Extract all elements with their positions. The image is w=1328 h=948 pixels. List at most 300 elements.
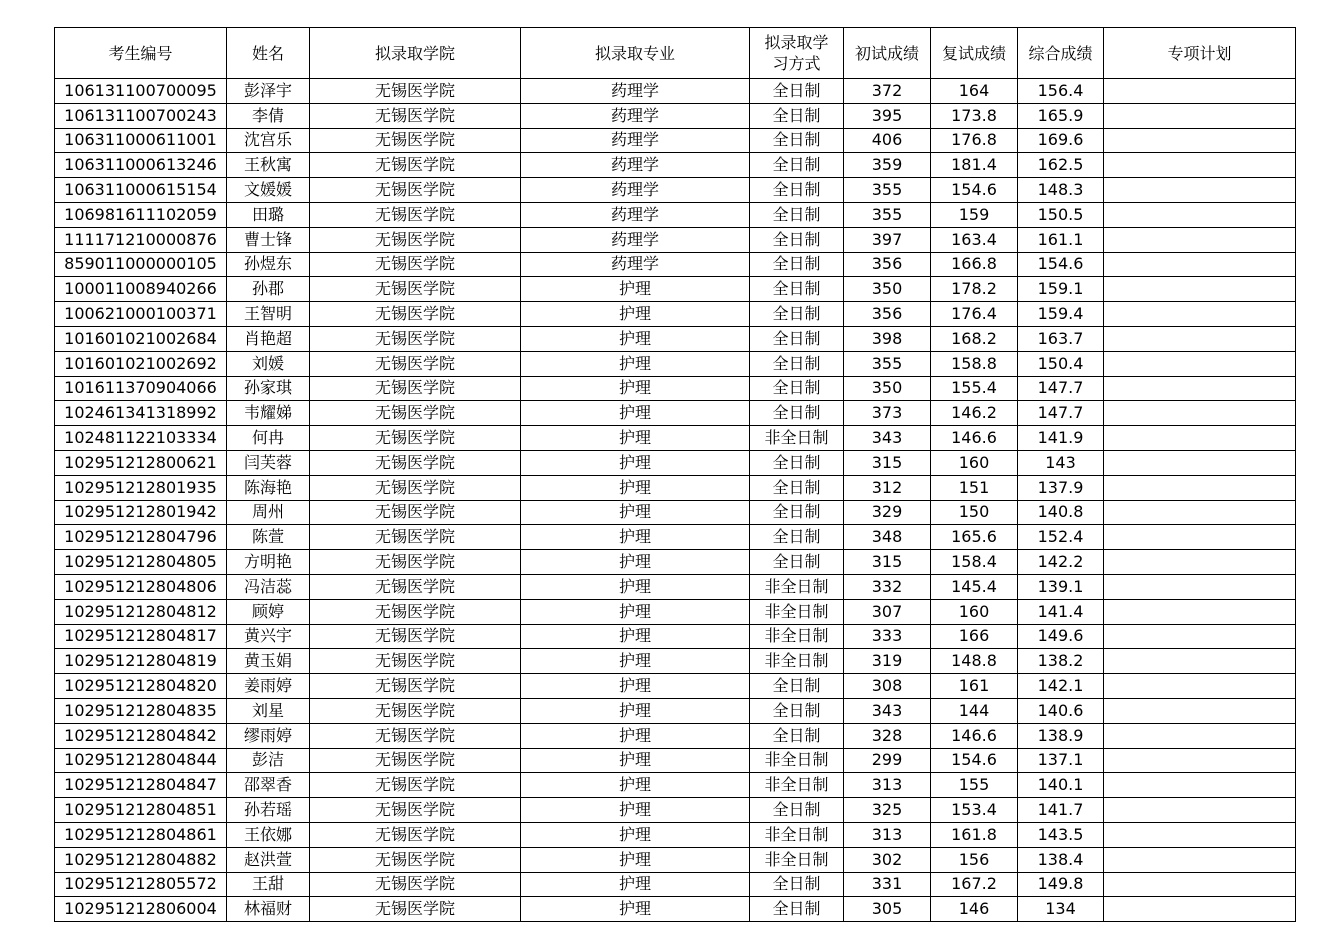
cell-special-plan xyxy=(1104,624,1296,649)
cell-major: 护理 xyxy=(521,649,750,674)
cell-major: 护理 xyxy=(521,872,750,897)
header-special-plan: 专项计划 xyxy=(1104,28,1296,79)
cell-retest-score: 144 xyxy=(931,698,1018,723)
header-major: 拟录取专业 xyxy=(521,28,750,79)
cell-initial-score: 315 xyxy=(844,550,931,575)
table-row xyxy=(55,103,1296,128)
cell-college: 无锡医学院 xyxy=(310,897,521,922)
cell-initial-score: 312 xyxy=(844,475,931,500)
cell-major: 护理 xyxy=(521,574,750,599)
cell-initial-score: 307 xyxy=(844,599,931,624)
header-row xyxy=(55,28,1296,79)
table-row xyxy=(55,326,1296,351)
cell-retest-score: 160 xyxy=(931,599,1018,624)
cell-college: 无锡医学院 xyxy=(310,723,521,748)
cell-college: 无锡医学院 xyxy=(310,475,521,500)
cell-exam-id: 102951212804844 xyxy=(55,748,227,773)
cell-overall-score: 159.4 xyxy=(1018,302,1104,327)
cell-major: 护理 xyxy=(521,798,750,823)
cell-major: 护理 xyxy=(521,599,750,624)
cell-college: 无锡医学院 xyxy=(310,401,521,426)
cell-initial-score: 308 xyxy=(844,674,931,699)
cell-overall-score: 156.4 xyxy=(1018,79,1104,104)
table-row xyxy=(55,872,1296,897)
cell-name: 肖艳超 xyxy=(227,326,310,351)
cell-overall-score: 143 xyxy=(1018,450,1104,475)
cell-initial-score: 395 xyxy=(844,103,931,128)
table-row xyxy=(55,624,1296,649)
admission-table xyxy=(54,27,1296,922)
cell-special-plan xyxy=(1104,277,1296,302)
cell-name: 林福财 xyxy=(227,897,310,922)
cell-overall-score: 138.9 xyxy=(1018,723,1104,748)
cell-special-plan xyxy=(1104,351,1296,376)
cell-college: 无锡医学院 xyxy=(310,599,521,624)
cell-exam-id: 102951212804805 xyxy=(55,550,227,575)
cell-study-mode: 非全日制 xyxy=(750,773,844,798)
cell-exam-id: 102951212801942 xyxy=(55,500,227,525)
cell-initial-score: 305 xyxy=(844,897,931,922)
table-row xyxy=(55,525,1296,550)
cell-retest-score: 150 xyxy=(931,500,1018,525)
cell-college: 无锡医学院 xyxy=(310,178,521,203)
cell-retest-score: 159 xyxy=(931,202,1018,227)
table-body xyxy=(55,79,1296,922)
cell-overall-score: 150.5 xyxy=(1018,202,1104,227)
cell-overall-score: 137.1 xyxy=(1018,748,1104,773)
cell-exam-id: 102951212804882 xyxy=(55,847,227,872)
cell-major: 护理 xyxy=(521,773,750,798)
cell-retest-score: 176.8 xyxy=(931,128,1018,153)
cell-college: 无锡医学院 xyxy=(310,674,521,699)
cell-name: 邵翠香 xyxy=(227,773,310,798)
cell-study-mode: 全日制 xyxy=(750,550,844,575)
table-row xyxy=(55,376,1296,401)
cell-study-mode: 非全日制 xyxy=(750,574,844,599)
cell-retest-score: 161.8 xyxy=(931,822,1018,847)
cell-special-plan xyxy=(1104,202,1296,227)
cell-special-plan xyxy=(1104,773,1296,798)
cell-initial-score: 302 xyxy=(844,847,931,872)
cell-study-mode: 全日制 xyxy=(750,500,844,525)
cell-special-plan xyxy=(1104,525,1296,550)
table-row xyxy=(55,128,1296,153)
cell-special-plan xyxy=(1104,500,1296,525)
cell-special-plan xyxy=(1104,475,1296,500)
cell-overall-score: 142.1 xyxy=(1018,674,1104,699)
cell-overall-score: 137.9 xyxy=(1018,475,1104,500)
cell-college: 无锡医学院 xyxy=(310,79,521,104)
cell-special-plan xyxy=(1104,897,1296,922)
cell-college: 无锡医学院 xyxy=(310,698,521,723)
cell-exam-id: 100621000100371 xyxy=(55,302,227,327)
cell-overall-score: 162.5 xyxy=(1018,153,1104,178)
cell-overall-score: 169.6 xyxy=(1018,128,1104,153)
cell-name: 赵洪萱 xyxy=(227,847,310,872)
cell-special-plan xyxy=(1104,79,1296,104)
cell-overall-score: 142.2 xyxy=(1018,550,1104,575)
cell-name: 黄玉娟 xyxy=(227,649,310,674)
cell-major: 药理学 xyxy=(521,252,750,277)
cell-study-mode: 非全日制 xyxy=(750,649,844,674)
cell-retest-score: 154.6 xyxy=(931,178,1018,203)
cell-college: 无锡医学院 xyxy=(310,103,521,128)
cell-special-plan xyxy=(1104,872,1296,897)
cell-college: 无锡医学院 xyxy=(310,376,521,401)
cell-study-mode: 全日制 xyxy=(750,202,844,227)
cell-initial-score: 406 xyxy=(844,128,931,153)
cell-initial-score: 299 xyxy=(844,748,931,773)
cell-overall-score: 141.4 xyxy=(1018,599,1104,624)
cell-exam-id: 102951212804835 xyxy=(55,698,227,723)
cell-exam-id: 102481122103334 xyxy=(55,426,227,451)
cell-college: 无锡医学院 xyxy=(310,822,521,847)
cell-exam-id: 859011000000105 xyxy=(55,252,227,277)
cell-exam-id: 102951212804842 xyxy=(55,723,227,748)
table-row xyxy=(55,649,1296,674)
header-study-mode xyxy=(750,28,844,79)
cell-retest-score: 164 xyxy=(931,79,1018,104)
cell-college: 无锡医学院 xyxy=(310,525,521,550)
cell-major: 护理 xyxy=(521,326,750,351)
table-row xyxy=(55,773,1296,798)
cell-study-mode: 全日制 xyxy=(750,401,844,426)
cell-exam-id: 111171210000876 xyxy=(55,227,227,252)
table-row xyxy=(55,475,1296,500)
cell-special-plan xyxy=(1104,252,1296,277)
table-row xyxy=(55,599,1296,624)
cell-initial-score: 333 xyxy=(844,624,931,649)
cell-initial-score: 356 xyxy=(844,252,931,277)
table-row xyxy=(55,723,1296,748)
cell-study-mode: 全日制 xyxy=(750,376,844,401)
cell-retest-score: 178.2 xyxy=(931,277,1018,302)
cell-retest-score: 155 xyxy=(931,773,1018,798)
cell-major: 药理学 xyxy=(521,103,750,128)
cell-college: 无锡医学院 xyxy=(310,277,521,302)
header-study-mode-line2: 习方式 xyxy=(772,54,821,73)
cell-major: 护理 xyxy=(521,748,750,773)
table-row xyxy=(55,550,1296,575)
cell-retest-score: 158.8 xyxy=(931,351,1018,376)
cell-special-plan xyxy=(1104,227,1296,252)
cell-special-plan xyxy=(1104,574,1296,599)
cell-major: 护理 xyxy=(521,302,750,327)
cell-study-mode: 全日制 xyxy=(750,252,844,277)
cell-initial-score: 325 xyxy=(844,798,931,823)
cell-college: 无锡医学院 xyxy=(310,450,521,475)
cell-overall-score: 152.4 xyxy=(1018,525,1104,550)
cell-exam-id: 106311000611001 xyxy=(55,128,227,153)
header-retest-score: 复试成绩 xyxy=(931,28,1018,79)
cell-name: 冯洁蕊 xyxy=(227,574,310,599)
cell-overall-score: 138.4 xyxy=(1018,847,1104,872)
cell-exam-id: 102951212804851 xyxy=(55,798,227,823)
cell-study-mode: 全日制 xyxy=(750,277,844,302)
cell-major: 药理学 xyxy=(521,178,750,203)
cell-exam-id: 102951212806004 xyxy=(55,897,227,922)
table-row xyxy=(55,178,1296,203)
table-row xyxy=(55,500,1296,525)
cell-special-plan xyxy=(1104,550,1296,575)
cell-study-mode: 全日制 xyxy=(750,798,844,823)
cell-overall-score: 140.6 xyxy=(1018,698,1104,723)
cell-name: 何冉 xyxy=(227,426,310,451)
cell-retest-score: 167.2 xyxy=(931,872,1018,897)
cell-initial-score: 343 xyxy=(844,426,931,451)
cell-overall-score: 159.1 xyxy=(1018,277,1104,302)
cell-study-mode: 全日制 xyxy=(750,128,844,153)
table-row xyxy=(55,847,1296,872)
cell-exam-id: 106311000613246 xyxy=(55,153,227,178)
cell-retest-score: 176.4 xyxy=(931,302,1018,327)
cell-retest-score: 163.4 xyxy=(931,227,1018,252)
cell-special-plan xyxy=(1104,103,1296,128)
cell-college: 无锡医学院 xyxy=(310,798,521,823)
cell-exam-id: 102951212804820 xyxy=(55,674,227,699)
cell-initial-score: 350 xyxy=(844,277,931,302)
cell-retest-score: 154.6 xyxy=(931,748,1018,773)
cell-college: 无锡医学院 xyxy=(310,847,521,872)
cell-special-plan xyxy=(1104,326,1296,351)
cell-exam-id: 102951212804817 xyxy=(55,624,227,649)
cell-special-plan xyxy=(1104,178,1296,203)
cell-major: 护理 xyxy=(521,475,750,500)
cell-name: 刘媛 xyxy=(227,351,310,376)
table-row xyxy=(55,450,1296,475)
cell-retest-score: 151 xyxy=(931,475,1018,500)
cell-study-mode: 非全日制 xyxy=(750,599,844,624)
cell-exam-id: 106131100700243 xyxy=(55,103,227,128)
cell-initial-score: 331 xyxy=(844,872,931,897)
table-row xyxy=(55,674,1296,699)
cell-exam-id: 106131100700095 xyxy=(55,79,227,104)
cell-exam-id: 102951212801935 xyxy=(55,475,227,500)
cell-college: 无锡医学院 xyxy=(310,302,521,327)
table-row xyxy=(55,897,1296,922)
table-header xyxy=(55,28,1296,79)
cell-retest-score: 146.6 xyxy=(931,426,1018,451)
cell-major: 护理 xyxy=(521,401,750,426)
table-row xyxy=(55,153,1296,178)
cell-name: 周州 xyxy=(227,500,310,525)
cell-initial-score: 398 xyxy=(844,326,931,351)
cell-initial-score: 359 xyxy=(844,153,931,178)
cell-special-plan xyxy=(1104,302,1296,327)
cell-study-mode: 全日制 xyxy=(750,103,844,128)
cell-major: 护理 xyxy=(521,723,750,748)
cell-overall-score: 149.8 xyxy=(1018,872,1104,897)
cell-retest-score: 155.4 xyxy=(931,376,1018,401)
cell-major: 护理 xyxy=(521,450,750,475)
cell-retest-score: 146.6 xyxy=(931,723,1018,748)
cell-major: 护理 xyxy=(521,822,750,847)
cell-name: 姜雨婷 xyxy=(227,674,310,699)
cell-initial-score: 315 xyxy=(844,450,931,475)
cell-major: 护理 xyxy=(521,550,750,575)
cell-special-plan xyxy=(1104,822,1296,847)
cell-retest-score: 153.4 xyxy=(931,798,1018,823)
header-exam-id: 考生编号 xyxy=(55,28,227,79)
header-initial-score: 初试成绩 xyxy=(844,28,931,79)
table-row xyxy=(55,302,1296,327)
table-row xyxy=(55,351,1296,376)
cell-initial-score: 355 xyxy=(844,202,931,227)
cell-overall-score: 140.8 xyxy=(1018,500,1104,525)
cell-overall-score: 148.3 xyxy=(1018,178,1104,203)
cell-major: 药理学 xyxy=(521,153,750,178)
cell-college: 无锡医学院 xyxy=(310,227,521,252)
cell-initial-score: 313 xyxy=(844,773,931,798)
cell-initial-score: 332 xyxy=(844,574,931,599)
cell-major: 护理 xyxy=(521,624,750,649)
cell-special-plan xyxy=(1104,674,1296,699)
cell-overall-score: 134 xyxy=(1018,897,1104,922)
cell-overall-score: 143.5 xyxy=(1018,822,1104,847)
cell-initial-score: 355 xyxy=(844,351,931,376)
cell-study-mode: 全日制 xyxy=(750,674,844,699)
cell-special-plan xyxy=(1104,599,1296,624)
cell-name: 孙煜东 xyxy=(227,252,310,277)
cell-special-plan xyxy=(1104,847,1296,872)
cell-study-mode: 非全日制 xyxy=(750,426,844,451)
cell-name: 文媛媛 xyxy=(227,178,310,203)
cell-major: 药理学 xyxy=(521,227,750,252)
cell-college: 无锡医学院 xyxy=(310,624,521,649)
cell-special-plan xyxy=(1104,748,1296,773)
cell-study-mode: 全日制 xyxy=(750,326,844,351)
cell-special-plan xyxy=(1104,450,1296,475)
cell-exam-id: 102951212804819 xyxy=(55,649,227,674)
cell-study-mode: 非全日制 xyxy=(750,748,844,773)
table-row xyxy=(55,227,1296,252)
cell-exam-id: 102951212804861 xyxy=(55,822,227,847)
table-row xyxy=(55,79,1296,104)
cell-study-mode: 全日制 xyxy=(750,723,844,748)
cell-major: 护理 xyxy=(521,500,750,525)
header-college: 拟录取学院 xyxy=(310,28,521,79)
cell-name: 王依娜 xyxy=(227,822,310,847)
cell-name: 顾婷 xyxy=(227,599,310,624)
cell-college: 无锡医学院 xyxy=(310,574,521,599)
cell-exam-id: 102461341318992 xyxy=(55,401,227,426)
cell-exam-id: 102951212805572 xyxy=(55,872,227,897)
table-row xyxy=(55,698,1296,723)
cell-college: 无锡医学院 xyxy=(310,351,521,376)
cell-initial-score: 373 xyxy=(844,401,931,426)
table-row xyxy=(55,748,1296,773)
cell-study-mode: 全日制 xyxy=(750,525,844,550)
table-row xyxy=(55,426,1296,451)
cell-name: 缪雨婷 xyxy=(227,723,310,748)
cell-college: 无锡医学院 xyxy=(310,773,521,798)
cell-study-mode: 全日制 xyxy=(750,227,844,252)
cell-major: 药理学 xyxy=(521,202,750,227)
cell-exam-id: 101611370904066 xyxy=(55,376,227,401)
cell-college: 无锡医学院 xyxy=(310,153,521,178)
cell-name: 孙若瑶 xyxy=(227,798,310,823)
cell-special-plan xyxy=(1104,723,1296,748)
cell-exam-id: 101601021002692 xyxy=(55,351,227,376)
cell-major: 药理学 xyxy=(521,128,750,153)
cell-study-mode: 全日制 xyxy=(750,79,844,104)
cell-exam-id: 102951212804806 xyxy=(55,574,227,599)
cell-name: 黄兴宇 xyxy=(227,624,310,649)
cell-retest-score: 166.8 xyxy=(931,252,1018,277)
table-row xyxy=(55,277,1296,302)
cell-initial-score: 355 xyxy=(844,178,931,203)
cell-special-plan xyxy=(1104,376,1296,401)
cell-special-plan xyxy=(1104,401,1296,426)
cell-name: 彭泽宇 xyxy=(227,79,310,104)
cell-retest-score: 168.2 xyxy=(931,326,1018,351)
cell-major: 护理 xyxy=(521,847,750,872)
cell-study-mode: 全日制 xyxy=(750,872,844,897)
cell-exam-id: 102951212804812 xyxy=(55,599,227,624)
cell-study-mode: 全日制 xyxy=(750,450,844,475)
cell-retest-score: 161 xyxy=(931,674,1018,699)
cell-college: 无锡医学院 xyxy=(310,649,521,674)
cell-retest-score: 160 xyxy=(931,450,1018,475)
cell-college: 无锡医学院 xyxy=(310,500,521,525)
cell-initial-score: 343 xyxy=(844,698,931,723)
cell-retest-score: 145.4 xyxy=(931,574,1018,599)
cell-college: 无锡医学院 xyxy=(310,426,521,451)
cell-exam-id: 102951212804796 xyxy=(55,525,227,550)
cell-initial-score: 372 xyxy=(844,79,931,104)
cell-overall-score: 140.1 xyxy=(1018,773,1104,798)
cell-study-mode: 全日制 xyxy=(750,475,844,500)
cell-initial-score: 319 xyxy=(844,649,931,674)
cell-special-plan xyxy=(1104,798,1296,823)
cell-overall-score: 163.7 xyxy=(1018,326,1104,351)
cell-major: 护理 xyxy=(521,277,750,302)
cell-major: 护理 xyxy=(521,426,750,451)
cell-special-plan xyxy=(1104,698,1296,723)
cell-college: 无锡医学院 xyxy=(310,872,521,897)
cell-initial-score: 397 xyxy=(844,227,931,252)
cell-overall-score: 138.2 xyxy=(1018,649,1104,674)
header-study-mode-line1: 拟录取学 xyxy=(764,33,829,52)
cell-name: 田璐 xyxy=(227,202,310,227)
cell-name: 陈萱 xyxy=(227,525,310,550)
header-overall-score: 综合成绩 xyxy=(1018,28,1104,79)
cell-college: 无锡医学院 xyxy=(310,128,521,153)
cell-overall-score: 147.7 xyxy=(1018,401,1104,426)
cell-initial-score: 328 xyxy=(844,723,931,748)
cell-overall-score: 139.1 xyxy=(1018,574,1104,599)
header-name: 姓名 xyxy=(227,28,310,79)
cell-exam-id: 101601021002684 xyxy=(55,326,227,351)
cell-special-plan xyxy=(1104,128,1296,153)
cell-study-mode: 非全日制 xyxy=(750,847,844,872)
cell-name: 闫芙蓉 xyxy=(227,450,310,475)
cell-college: 无锡医学院 xyxy=(310,748,521,773)
cell-study-mode: 全日制 xyxy=(750,351,844,376)
cell-major: 护理 xyxy=(521,897,750,922)
cell-college: 无锡医学院 xyxy=(310,326,521,351)
cell-overall-score: 165.9 xyxy=(1018,103,1104,128)
cell-retest-score: 156 xyxy=(931,847,1018,872)
cell-name: 王秋寓 xyxy=(227,153,310,178)
cell-exam-id: 102951212804847 xyxy=(55,773,227,798)
cell-retest-score: 165.6 xyxy=(931,525,1018,550)
cell-study-mode: 全日制 xyxy=(750,897,844,922)
cell-exam-id: 106311000615154 xyxy=(55,178,227,203)
cell-retest-score: 146.2 xyxy=(931,401,1018,426)
cell-name: 曹士锋 xyxy=(227,227,310,252)
cell-initial-score: 350 xyxy=(844,376,931,401)
